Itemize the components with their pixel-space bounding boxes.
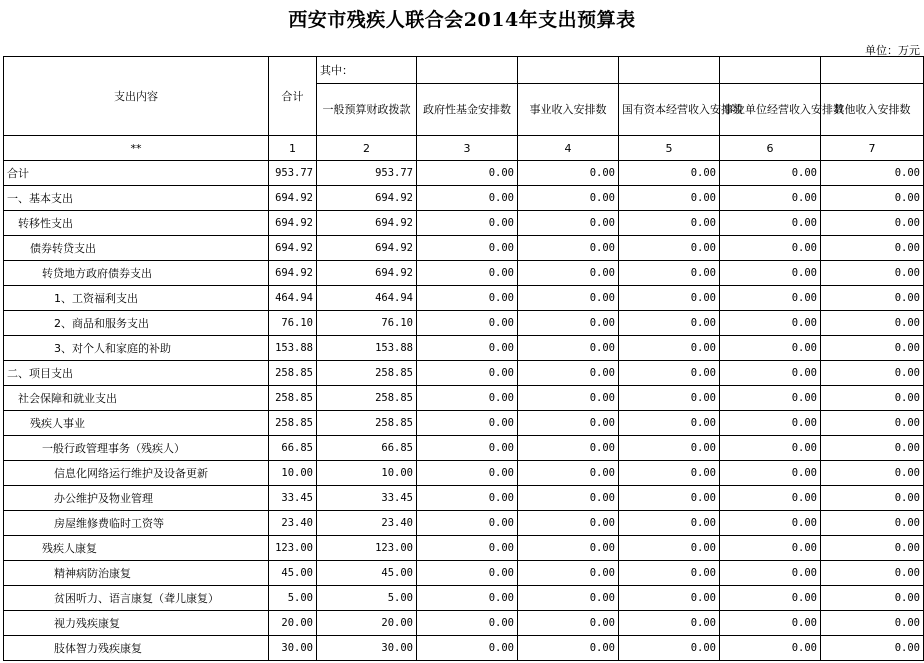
header-col-unit-op: 事业单位经营收入安排数 [720,84,821,136]
cell-biz: 0.00 [518,436,619,461]
cell-fund: 0.00 [417,186,518,211]
cell-biz: 0.00 [518,361,619,386]
index-cell: 7 [821,136,924,161]
cell-general: 76.10 [317,311,417,336]
cell-unit-op: 0.00 [720,411,821,436]
cell-fund: 0.00 [417,286,518,311]
cell-state: 0.00 [619,261,720,286]
table-row [4,236,924,261]
cell-other: 0.00 [821,411,924,436]
index-row [4,136,924,161]
cell-other: 0.00 [821,386,924,411]
cell-unit-op: 0.00 [720,436,821,461]
row-label: 二、项目支出 [4,361,269,386]
cell-total: 694.92 [269,261,317,286]
cell-biz: 0.00 [518,211,619,236]
cell-other: 0.00 [821,211,924,236]
cell-unit-op: 0.00 [720,486,821,511]
row-label: 社会保障和就业支出 [4,386,269,411]
table-row [4,536,924,561]
cell-general: 153.88 [317,336,417,361]
cell-general: 33.45 [317,486,417,511]
cell-unit-op: 0.00 [720,161,821,186]
index-cell: 6 [720,136,821,161]
cell-state: 0.00 [619,161,720,186]
cell-total: 258.85 [269,411,317,436]
row-label: 贫困听力、语言康复（聋儿康复） [4,586,269,611]
cell-state: 0.00 [619,336,720,361]
cell-general: 10.00 [317,461,417,486]
table-row [4,561,924,586]
cell-unit-op: 0.00 [720,561,821,586]
cell-other: 0.00 [821,561,924,586]
cell-state: 0.00 [619,586,720,611]
row-label: 残疾人康复 [4,536,269,561]
table-row [4,286,924,311]
cell-biz: 0.00 [518,386,619,411]
cell-state: 0.00 [619,636,720,661]
table-row [4,436,924,461]
cell-unit-op: 0.00 [720,636,821,661]
cell-state: 0.00 [619,411,720,436]
cell-other: 0.00 [821,486,924,511]
cell-unit-op: 0.00 [720,261,821,286]
cell-state: 0.00 [619,286,720,311]
cell-other: 0.00 [821,311,924,336]
cell-general: 30.00 [317,636,417,661]
row-label: 信息化网络运行维护及设备更新 [4,461,269,486]
cell-unit-op: 0.00 [720,336,821,361]
cell-biz: 0.00 [518,161,619,186]
cell-unit-op: 0.00 [720,461,821,486]
cell-total: 258.85 [269,386,317,411]
row-label: 肢体智力残疾康复 [4,636,269,661]
row-label: 视力残疾康复 [4,611,269,636]
cell-general: 5.00 [317,586,417,611]
cell-other: 0.00 [821,286,924,311]
cell-total: 66.85 [269,436,317,461]
index-cell: 5 [619,136,720,161]
cell-unit-op: 0.00 [720,611,821,636]
cell-fund: 0.00 [417,261,518,286]
cell-other: 0.00 [821,261,924,286]
index-cell: 4 [518,136,619,161]
row-label: 债券转贷支出 [4,236,269,261]
cell-unit-op: 0.00 [720,211,821,236]
cell-general: 258.85 [317,386,417,411]
cell-general: 45.00 [317,561,417,586]
cell-unit-op: 0.00 [720,311,821,336]
cell-biz: 0.00 [518,511,619,536]
cell-other: 0.00 [821,511,924,536]
cell-state: 0.00 [619,361,720,386]
cell-total: 76.10 [269,311,317,336]
cell-unit-op: 0.00 [720,511,821,536]
cell-fund: 0.00 [417,511,518,536]
cell-total: 694.92 [269,236,317,261]
cell-other: 0.00 [821,336,924,361]
cell-biz: 0.00 [518,486,619,511]
cell-other: 0.00 [821,586,924,611]
index-cell: 3 [417,136,518,161]
cell-state: 0.00 [619,611,720,636]
row-label: 残疾人事业 [4,411,269,436]
cell-unit-op: 0.00 [720,361,821,386]
cell-biz: 0.00 [518,236,619,261]
cell-other: 0.00 [821,536,924,561]
cell-total: 953.77 [269,161,317,186]
table-row [4,261,924,286]
index-cell: 1 [269,136,317,161]
cell-total: 5.00 [269,586,317,611]
cell-total: 10.00 [269,461,317,486]
cell-total: 123.00 [269,536,317,561]
cell-biz: 0.00 [518,336,619,361]
table-row [4,186,924,211]
row-label: 一、基本支出 [4,186,269,211]
table-row [4,311,924,336]
cell-total: 694.92 [269,186,317,211]
table-row [4,461,924,486]
cell-total: 20.00 [269,611,317,636]
cell-total: 33.45 [269,486,317,511]
cell-fund: 0.00 [417,311,518,336]
header-col-other: 其他收入安排数 [821,84,924,136]
table-body [4,161,924,661]
row-label: 合计 [4,161,269,186]
cell-fund: 0.00 [417,611,518,636]
table-row [4,161,924,186]
cell-other: 0.00 [821,461,924,486]
cell-biz: 0.00 [518,561,619,586]
cell-state: 0.00 [619,311,720,336]
cell-fund: 0.00 [417,461,518,486]
cell-state: 0.00 [619,486,720,511]
cell-fund: 0.00 [417,636,518,661]
cell-fund: 0.00 [417,236,518,261]
cell-general: 258.85 [317,411,417,436]
table-row [4,336,924,361]
cell-biz: 0.00 [518,186,619,211]
cell-unit-op: 0.00 [720,186,821,211]
table-row [4,211,924,236]
cell-state: 0.00 [619,536,720,561]
header-total: 合计 [269,57,317,136]
row-label: 精神病防治康复 [4,561,269,586]
cell-fund: 0.00 [417,361,518,386]
table-row [4,486,924,511]
cell-unit-op: 0.00 [720,236,821,261]
cell-total: 23.40 [269,511,317,536]
row-label: 办公维护及物业管理 [4,486,269,511]
cell-general: 123.00 [317,536,417,561]
header-content: 支出内容 [4,57,269,136]
cell-biz: 0.00 [518,311,619,336]
header-col-state: 国有资本经营收入安排数 [619,84,720,136]
cell-biz: 0.00 [518,536,619,561]
cell-fund: 0.00 [417,486,518,511]
cell-state: 0.00 [619,461,720,486]
cell-biz: 0.00 [518,411,619,436]
cell-state: 0.00 [619,236,720,261]
row-label: 一般行政管理事务（残疾人） [4,436,269,461]
cell-fund: 0.00 [417,161,518,186]
cell-other: 0.00 [821,436,924,461]
header-col-biz: 事业收入安排数 [518,84,619,136]
cell-total: 694.92 [269,211,317,236]
cell-unit-op: 0.00 [720,386,821,411]
table-row [4,386,924,411]
cell-fund: 0.00 [417,586,518,611]
table-row [4,511,924,536]
cell-other: 0.00 [821,186,924,211]
cell-state: 0.00 [619,561,720,586]
index-cell: 2 [317,136,417,161]
row-label: 3、对个人和家庭的补助 [4,336,269,361]
cell-total: 30.00 [269,636,317,661]
cell-general: 694.92 [317,211,417,236]
cell-other: 0.00 [821,611,924,636]
row-label: 转贷地方政府债券支出 [4,261,269,286]
cell-fund: 0.00 [417,561,518,586]
cell-total: 153.88 [269,336,317,361]
cell-total: 45.00 [269,561,317,586]
cell-fund: 0.00 [417,336,518,361]
cell-biz: 0.00 [518,611,619,636]
cell-biz: 0.00 [518,586,619,611]
cell-fund: 0.00 [417,436,518,461]
header-of-which: 其中： [317,57,417,84]
cell-general: 464.94 [317,286,417,311]
cell-biz: 0.00 [518,286,619,311]
cell-other: 0.00 [821,636,924,661]
cell-general: 694.92 [317,261,417,286]
unit-label: 单位：万元 [865,44,920,57]
page-title: 西安市残疾人联合会2014年支出预算表 [288,9,636,31]
cell-state: 0.00 [619,511,720,536]
table-row [4,361,924,386]
cell-unit-op: 0.00 [720,586,821,611]
cell-fund: 0.00 [417,386,518,411]
header-col-fund: 政府性基金安排数 [417,84,518,136]
index-cell: ** [4,136,269,161]
cell-general: 20.00 [317,611,417,636]
cell-fund: 0.00 [417,536,518,561]
cell-fund: 0.00 [417,211,518,236]
cell-fund: 0.00 [417,411,518,436]
row-label: 房屋维修费临时工资等 [4,511,269,536]
cell-biz: 0.00 [518,636,619,661]
table-row [4,636,924,661]
cell-general: 694.92 [317,236,417,261]
cell-general: 694.92 [317,186,417,211]
row-label: 转移性支出 [4,211,269,236]
cell-other: 0.00 [821,361,924,386]
budget-table [3,56,924,661]
cell-unit-op: 0.00 [720,536,821,561]
cell-other: 0.00 [821,236,924,261]
row-label: 2、商品和服务支出 [4,311,269,336]
table-row [4,586,924,611]
cell-state: 0.00 [619,186,720,211]
cell-biz: 0.00 [518,261,619,286]
header-col-general: 一般预算财政拨款 [317,84,417,136]
cell-general: 23.40 [317,511,417,536]
cell-total: 258.85 [269,361,317,386]
table-row [4,411,924,436]
cell-unit-op: 0.00 [720,286,821,311]
cell-total: 464.94 [269,286,317,311]
table-row [4,611,924,636]
cell-general: 258.85 [317,361,417,386]
row-label: 1、工资福利支出 [4,286,269,311]
cell-other: 0.00 [821,161,924,186]
cell-biz: 0.00 [518,461,619,486]
cell-state: 0.00 [619,386,720,411]
cell-general: 66.85 [317,436,417,461]
cell-state: 0.00 [619,436,720,461]
cell-general: 953.77 [317,161,417,186]
cell-state: 0.00 [619,211,720,236]
